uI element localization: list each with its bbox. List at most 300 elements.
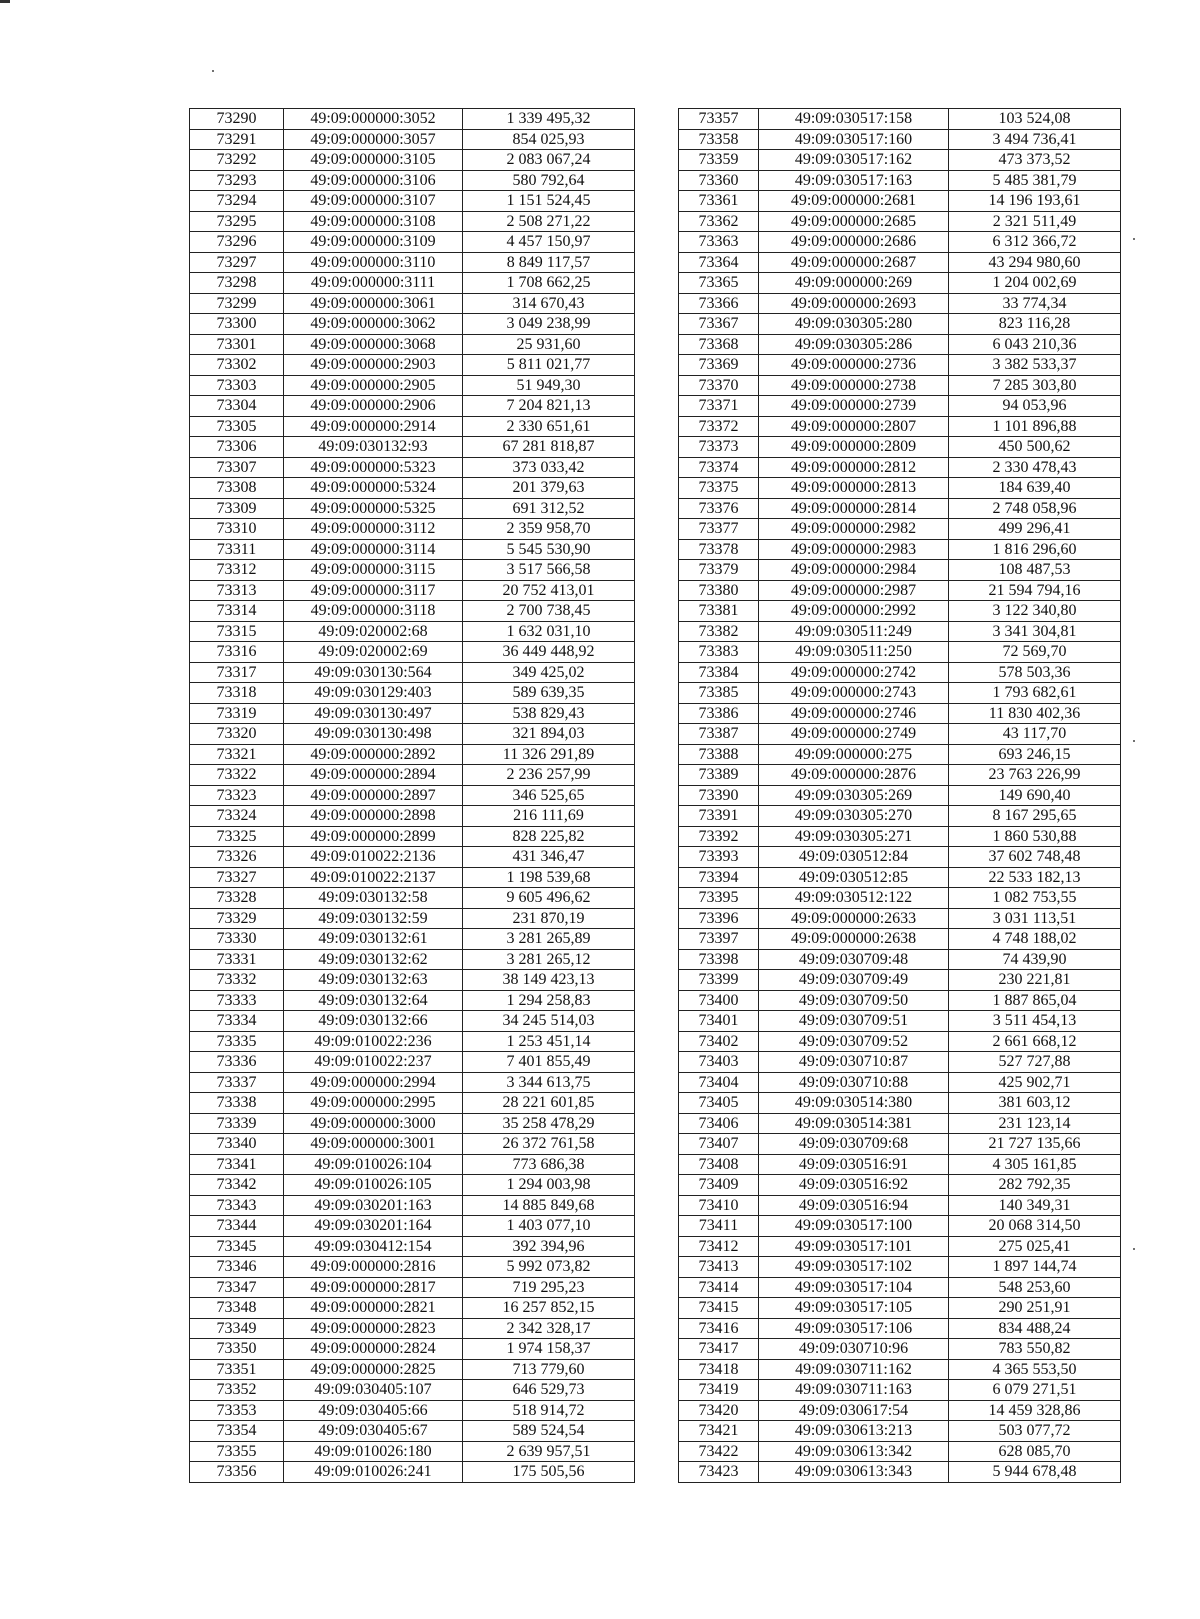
- cadastral-number-cell: 49:09:030517:100: [759, 1216, 949, 1237]
- row-number-cell: 73310: [190, 519, 284, 540]
- row-number-cell: 73325: [190, 826, 284, 847]
- cadastral-number-cell: 49:09:030517:101: [759, 1236, 949, 1257]
- table-row: [679, 478, 1121, 499]
- table-row: [190, 929, 635, 950]
- row-number-cell: 73353: [190, 1400, 284, 1421]
- row-number-cell: 73397: [679, 929, 759, 950]
- cadastral-number-cell: 49:09:030710:88: [759, 1072, 949, 1093]
- value-cell: 3 511 454,13: [949, 1011, 1121, 1032]
- row-number-cell: 73362: [679, 211, 759, 232]
- value-cell: 719 295,23: [463, 1277, 635, 1298]
- value-cell: 314 670,43: [463, 293, 635, 314]
- value-cell: 2 639 957,51: [463, 1441, 635, 1462]
- value-cell: 713 779,60: [463, 1359, 635, 1380]
- value-cell: 149 690,40: [949, 785, 1121, 806]
- row-number-cell: 73413: [679, 1257, 759, 1278]
- value-cell: 473 373,52: [949, 150, 1121, 171]
- cadastral-number-cell: 49:09:030201:164: [284, 1216, 463, 1237]
- value-cell: 3 031 113,51: [949, 908, 1121, 929]
- table-row: [679, 498, 1121, 519]
- value-cell: 1 974 158,37: [463, 1339, 635, 1360]
- table-row: [190, 1257, 635, 1278]
- table-row: [190, 806, 635, 827]
- value-cell: 7 401 855,49: [463, 1052, 635, 1073]
- row-number-cell: 73405: [679, 1093, 759, 1114]
- cadastral-number-cell: 49:09:030709:50: [759, 990, 949, 1011]
- row-number-cell: 73363: [679, 232, 759, 253]
- table-row: [190, 601, 635, 622]
- cadastral-number-cell: 49:09:000000:2739: [759, 396, 949, 417]
- value-cell: 201 379,63: [463, 478, 635, 499]
- row-number-cell: 73387: [679, 724, 759, 745]
- cadastral-number-cell: 49:09:000000:2693: [759, 293, 949, 314]
- row-number-cell: 73316: [190, 642, 284, 663]
- row-number-cell: 73412: [679, 1236, 759, 1257]
- row-number-cell: 73417: [679, 1339, 759, 1360]
- value-cell: 3 281 265,12: [463, 949, 635, 970]
- row-number-cell: 73329: [190, 908, 284, 929]
- cadastral-number-cell: 49:09:000000:2897: [284, 785, 463, 806]
- table-row: [190, 888, 635, 909]
- table-row: [679, 1175, 1121, 1196]
- row-number-cell: 73420: [679, 1400, 759, 1421]
- value-cell: 691 312,52: [463, 498, 635, 519]
- table-row: [679, 1277, 1121, 1298]
- row-number-cell: 73414: [679, 1277, 759, 1298]
- cadastral-number-cell: 49:09:030132:62: [284, 949, 463, 970]
- row-number-cell: 73308: [190, 478, 284, 499]
- row-number-cell: 73320: [190, 724, 284, 745]
- row-number-cell: 73336: [190, 1052, 284, 1073]
- value-cell: 2 321 511,49: [949, 211, 1121, 232]
- row-number-cell: 73293: [190, 170, 284, 191]
- row-number-cell: 73349: [190, 1318, 284, 1339]
- table-row: [679, 1072, 1121, 1093]
- value-cell: 578 503,36: [949, 662, 1121, 683]
- table-row: [190, 170, 635, 191]
- row-number-cell: 73367: [679, 314, 759, 335]
- table-row: [679, 867, 1121, 888]
- table-row: [190, 990, 635, 1011]
- table-row: [190, 1298, 635, 1319]
- table-row: [679, 642, 1121, 663]
- value-cell: 28 221 601,85: [463, 1093, 635, 1114]
- left-table-body: [190, 109, 635, 1483]
- cadastral-number-cell: 49:09:030514:381: [759, 1113, 949, 1134]
- value-cell: 1 897 144,74: [949, 1257, 1121, 1278]
- row-number-cell: 73382: [679, 621, 759, 642]
- cadastral-number-cell: 49:09:030130:498: [284, 724, 463, 745]
- table-row: [679, 191, 1121, 212]
- value-cell: 538 829,43: [463, 703, 635, 724]
- cadastral-number-cell: 49:09:000000:2899: [284, 826, 463, 847]
- cadastral-number-cell: 49:09:030201:163: [284, 1195, 463, 1216]
- table-row: [679, 1339, 1121, 1360]
- value-cell: 2 748 058,96: [949, 498, 1121, 519]
- row-number-cell: 73402: [679, 1031, 759, 1052]
- row-number-cell: 73355: [190, 1441, 284, 1462]
- row-number-cell: 73322: [190, 765, 284, 786]
- row-number-cell: 73327: [190, 867, 284, 888]
- row-number-cell: 73361: [679, 191, 759, 212]
- value-cell: 693 246,15: [949, 744, 1121, 765]
- table-row: [190, 129, 635, 150]
- cadastral-number-cell: 49:09:010026:180: [284, 1441, 463, 1462]
- table-row: [679, 416, 1121, 437]
- row-number-cell: 73389: [679, 765, 759, 786]
- table-row: [679, 1421, 1121, 1442]
- cadastral-number-cell: 49:09:010026:104: [284, 1154, 463, 1175]
- cadastral-number-cell: 49:09:030512:84: [759, 847, 949, 868]
- table-row: [679, 990, 1121, 1011]
- table-row: [679, 1462, 1121, 1483]
- cadastral-number-cell: 49:09:000000:3001: [284, 1134, 463, 1155]
- row-number-cell: 73409: [679, 1175, 759, 1196]
- table-row: [190, 1318, 635, 1339]
- cadastral-number-cell: 49:09:000000:3061: [284, 293, 463, 314]
- cadastral-number-cell: 49:09:030516:91: [759, 1154, 949, 1175]
- value-cell: 3 341 304,81: [949, 621, 1121, 642]
- cadastral-number-cell: 49:09:020002:69: [284, 642, 463, 663]
- table-row: [190, 416, 635, 437]
- row-number-cell: 73347: [190, 1277, 284, 1298]
- table-row: [190, 1072, 635, 1093]
- table-row: [679, 437, 1121, 458]
- cadastral-number-cell: 49:09:030710:87: [759, 1052, 949, 1073]
- cadastral-number-cell: 49:09:030613:342: [759, 1441, 949, 1462]
- value-cell: 527 727,88: [949, 1052, 1121, 1073]
- row-number-cell: 73374: [679, 457, 759, 478]
- cadastral-number-cell: 49:09:000000:3057: [284, 129, 463, 150]
- cadastral-number-cell: 49:09:000000:2876: [759, 765, 949, 786]
- table-row: [190, 1277, 635, 1298]
- row-number-cell: 73395: [679, 888, 759, 909]
- cadastral-number-cell: 49:09:000000:5324: [284, 478, 463, 499]
- table-row: [679, 170, 1121, 191]
- value-cell: 175 505,56: [463, 1462, 635, 1483]
- row-number-cell: 73383: [679, 642, 759, 663]
- row-number-cell: 73335: [190, 1031, 284, 1052]
- row-number-cell: 73421: [679, 1421, 759, 1442]
- cadastral-number-cell: 49:09:000000:5323: [284, 457, 463, 478]
- row-number-cell: 73328: [190, 888, 284, 909]
- value-cell: 22 533 182,13: [949, 867, 1121, 888]
- row-number-cell: 73373: [679, 437, 759, 458]
- table-row: [190, 724, 635, 745]
- table-row: [190, 867, 635, 888]
- row-number-cell: 73341: [190, 1154, 284, 1175]
- row-number-cell: 73296: [190, 232, 284, 253]
- cadastral-number-cell: 49:09:000000:2812: [759, 457, 949, 478]
- cadastral-number-cell: 49:09:030517:102: [759, 1257, 949, 1278]
- value-cell: 823 116,28: [949, 314, 1121, 335]
- value-cell: 5 545 530,90: [463, 539, 635, 560]
- value-cell: 828 225,82: [463, 826, 635, 847]
- table-row: [190, 498, 635, 519]
- left-data-table: [189, 108, 635, 1483]
- value-cell: 5 992 073,82: [463, 1257, 635, 1278]
- row-number-cell: 73400: [679, 990, 759, 1011]
- table-row: [190, 1400, 635, 1421]
- table-row: [679, 293, 1121, 314]
- cadastral-number-cell: 49:09:000000:2906: [284, 396, 463, 417]
- value-cell: 4 457 150,97: [463, 232, 635, 253]
- table-row: [679, 375, 1121, 396]
- table-row: [679, 1093, 1121, 1114]
- cadastral-number-cell: 49:09:000000:2821: [284, 1298, 463, 1319]
- table-row: [190, 457, 635, 478]
- row-number-cell: 73301: [190, 334, 284, 355]
- table-row: [190, 826, 635, 847]
- row-number-cell: 73311: [190, 539, 284, 560]
- cadastral-number-cell: 49:09:000000:2892: [284, 744, 463, 765]
- row-number-cell: 73354: [190, 1421, 284, 1442]
- table-row: [679, 457, 1121, 478]
- cadastral-number-cell: 49:09:030709:52: [759, 1031, 949, 1052]
- cadastral-number-cell: 49:09:030305:286: [759, 334, 949, 355]
- row-number-cell: 73321: [190, 744, 284, 765]
- value-cell: 1 082 753,55: [949, 888, 1121, 909]
- row-number-cell: 73305: [190, 416, 284, 437]
- row-number-cell: 73359: [679, 150, 759, 171]
- row-number-cell: 73418: [679, 1359, 759, 1380]
- row-number-cell: 73391: [679, 806, 759, 827]
- value-cell: 23 763 226,99: [949, 765, 1121, 786]
- cadastral-number-cell: 49:09:000000:2738: [759, 375, 949, 396]
- table-row: [190, 662, 635, 683]
- row-number-cell: 73313: [190, 580, 284, 601]
- table-row: [679, 785, 1121, 806]
- table-row: [679, 1113, 1121, 1134]
- value-cell: 43 294 980,60: [949, 252, 1121, 273]
- table-row: [190, 908, 635, 929]
- value-cell: 8 167 295,65: [949, 806, 1121, 827]
- scan-dust-dot: [1133, 740, 1135, 742]
- row-number-cell: 73423: [679, 1462, 759, 1483]
- table-row: [679, 1011, 1121, 1032]
- value-cell: 4 305 161,85: [949, 1154, 1121, 1175]
- cadastral-number-cell: 49:09:000000:2686: [759, 232, 949, 253]
- cadastral-number-cell: 49:09:010022:237: [284, 1052, 463, 1073]
- value-cell: 2 083 067,24: [463, 150, 635, 171]
- table-row: [679, 703, 1121, 724]
- value-cell: 2 330 651,61: [463, 416, 635, 437]
- table-row: [679, 580, 1121, 601]
- value-cell: 290 251,91: [949, 1298, 1121, 1319]
- table-row: [190, 1339, 635, 1360]
- cadastral-number-cell: 49:09:010022:2136: [284, 847, 463, 868]
- row-number-cell: 73407: [679, 1134, 759, 1155]
- table-row: [190, 1380, 635, 1401]
- row-number-cell: 73422: [679, 1441, 759, 1462]
- cadastral-number-cell: 49:09:000000:2995: [284, 1093, 463, 1114]
- row-number-cell: 73294: [190, 191, 284, 212]
- row-number-cell: 73309: [190, 498, 284, 519]
- value-cell: 499 296,41: [949, 519, 1121, 540]
- value-cell: 216 111,69: [463, 806, 635, 827]
- row-number-cell: 73377: [679, 519, 759, 540]
- value-cell: 5 944 678,48: [949, 1462, 1121, 1483]
- cadastral-number-cell: 49:09:000000:2905: [284, 375, 463, 396]
- table-row: [679, 1134, 1121, 1155]
- cadastral-number-cell: 49:09:000000:2817: [284, 1277, 463, 1298]
- scan-artifact-mark: [0, 0, 10, 3]
- cadastral-number-cell: 49:09:000000:2898: [284, 806, 463, 827]
- cadastral-number-cell: 49:09:030305:280: [759, 314, 949, 335]
- table-row: [190, 580, 635, 601]
- value-cell: 14 459 328,86: [949, 1400, 1121, 1421]
- table-row: [190, 273, 635, 294]
- table-row: [190, 949, 635, 970]
- row-number-cell: 73302: [190, 355, 284, 376]
- row-number-cell: 73333: [190, 990, 284, 1011]
- cadastral-number-cell: 49:09:000000:3068: [284, 334, 463, 355]
- cadastral-number-cell: 49:09:000000:2824: [284, 1339, 463, 1360]
- value-cell: 834 488,24: [949, 1318, 1121, 1339]
- value-cell: 1 887 865,04: [949, 990, 1121, 1011]
- row-number-cell: 73386: [679, 703, 759, 724]
- cadastral-number-cell: 49:09:000000:3109: [284, 232, 463, 253]
- table-row: [190, 191, 635, 212]
- row-number-cell: 73348: [190, 1298, 284, 1319]
- value-cell: 1 253 451,14: [463, 1031, 635, 1052]
- table-row: [190, 314, 635, 335]
- value-cell: 580 792,64: [463, 170, 635, 191]
- row-number-cell: 73314: [190, 601, 284, 622]
- row-number-cell: 73337: [190, 1072, 284, 1093]
- cadastral-number-cell: 49:09:000000:3000: [284, 1113, 463, 1134]
- value-cell: 3 281 265,89: [463, 929, 635, 950]
- value-cell: 6 079 271,51: [949, 1380, 1121, 1401]
- cadastral-number-cell: 49:09:010022:236: [284, 1031, 463, 1052]
- row-number-cell: 73332: [190, 970, 284, 991]
- row-number-cell: 73408: [679, 1154, 759, 1175]
- value-cell: 1 816 296,60: [949, 539, 1121, 560]
- table-row: [190, 375, 635, 396]
- cadastral-number-cell: 49:09:030711:162: [759, 1359, 949, 1380]
- table-row: [679, 273, 1121, 294]
- value-cell: 230 221,81: [949, 970, 1121, 991]
- row-number-cell: 73292: [190, 150, 284, 171]
- value-cell: 38 149 423,13: [463, 970, 635, 991]
- row-number-cell: 73344: [190, 1216, 284, 1237]
- cadastral-number-cell: 49:09:000000:2982: [759, 519, 949, 540]
- value-cell: 11 830 402,36: [949, 703, 1121, 724]
- row-number-cell: 73352: [190, 1380, 284, 1401]
- cadastral-number-cell: 49:09:000000:2914: [284, 416, 463, 437]
- cadastral-number-cell: 49:09:000000:2813: [759, 478, 949, 499]
- cadastral-number-cell: 49:09:000000:2816: [284, 1257, 463, 1278]
- cadastral-number-cell: 49:09:000000:2746: [759, 703, 949, 724]
- row-number-cell: 73334: [190, 1011, 284, 1032]
- table-row: [679, 355, 1121, 376]
- value-cell: 21 594 794,16: [949, 580, 1121, 601]
- cadastral-number-cell: 49:09:030517:105: [759, 1298, 949, 1319]
- value-cell: 1 708 662,25: [463, 273, 635, 294]
- cadastral-number-cell: 49:09:030412:154: [284, 1236, 463, 1257]
- table-row: [190, 1011, 635, 1032]
- value-cell: 425 902,71: [949, 1072, 1121, 1093]
- cadastral-number-cell: 49:09:030512:122: [759, 888, 949, 909]
- cadastral-number-cell: 49:09:030517:163: [759, 170, 949, 191]
- cadastral-number-cell: 49:09:000000:2749: [759, 724, 949, 745]
- value-cell: 2 700 738,45: [463, 601, 635, 622]
- table-row: [190, 1113, 635, 1134]
- cadastral-number-cell: 49:09:030517:104: [759, 1277, 949, 1298]
- table-row: [679, 1257, 1121, 1278]
- cadastral-number-cell: 49:09:000000:2807: [759, 416, 949, 437]
- table-row: [190, 1359, 635, 1380]
- row-number-cell: 73357: [679, 109, 759, 130]
- value-cell: 589 524,54: [463, 1421, 635, 1442]
- value-cell: 450 500,62: [949, 437, 1121, 458]
- table-row: [190, 211, 635, 232]
- row-number-cell: 73343: [190, 1195, 284, 1216]
- value-cell: 854 025,93: [463, 129, 635, 150]
- table-row: [190, 560, 635, 581]
- table-row: [679, 232, 1121, 253]
- cadastral-number-cell: 49:09:030132:61: [284, 929, 463, 950]
- table-row: [190, 1154, 635, 1175]
- table-row: [190, 785, 635, 806]
- row-number-cell: 73368: [679, 334, 759, 355]
- cadastral-number-cell: 49:09:030709:49: [759, 970, 949, 991]
- table-row: [190, 519, 635, 540]
- table-row: [190, 334, 635, 355]
- value-cell: 1 793 682,61: [949, 683, 1121, 704]
- row-number-cell: 73369: [679, 355, 759, 376]
- value-cell: 5 485 381,79: [949, 170, 1121, 191]
- value-cell: 103 524,08: [949, 109, 1121, 130]
- table-row: [190, 437, 635, 458]
- row-number-cell: 73399: [679, 970, 759, 991]
- value-cell: 3 382 533,37: [949, 355, 1121, 376]
- table-row: [190, 1195, 635, 1216]
- value-cell: 2 661 668,12: [949, 1031, 1121, 1052]
- value-cell: 7 204 821,13: [463, 396, 635, 417]
- cadastral-number-cell: 49:09:030517:106: [759, 1318, 949, 1339]
- row-number-cell: 73298: [190, 273, 284, 294]
- value-cell: 26 372 761,58: [463, 1134, 635, 1155]
- value-cell: 231 870,19: [463, 908, 635, 929]
- value-cell: 72 569,70: [949, 642, 1121, 663]
- table-row: [190, 703, 635, 724]
- table-row: [679, 252, 1121, 273]
- row-number-cell: 73340: [190, 1134, 284, 1155]
- row-number-cell: 73300: [190, 314, 284, 335]
- cadastral-number-cell: 49:09:000000:2984: [759, 560, 949, 581]
- cadastral-number-cell: 49:09:030613:343: [759, 1462, 949, 1483]
- value-cell: 140 349,31: [949, 1195, 1121, 1216]
- row-number-cell: 73406: [679, 1113, 759, 1134]
- value-cell: 3 517 566,58: [463, 560, 635, 581]
- table-row: [679, 621, 1121, 642]
- value-cell: 3 494 736,41: [949, 129, 1121, 150]
- cadastral-number-cell: 49:09:030129:403: [284, 683, 463, 704]
- right-data-table: [678, 108, 1121, 1483]
- value-cell: 2 508 271,22: [463, 211, 635, 232]
- value-cell: 349 425,02: [463, 662, 635, 683]
- row-number-cell: 73317: [190, 662, 284, 683]
- cadastral-number-cell: 49:09:030516:94: [759, 1195, 949, 1216]
- cadastral-number-cell: 49:09:000000:3062: [284, 314, 463, 335]
- cadastral-number-cell: 49:09:030709:48: [759, 949, 949, 970]
- table-row: [679, 211, 1121, 232]
- value-cell: 773 686,38: [463, 1154, 635, 1175]
- cadastral-number-cell: 49:09:030132:64: [284, 990, 463, 1011]
- cadastral-number-cell: 49:09:000000:3105: [284, 150, 463, 171]
- cadastral-number-cell: 49:09:000000:2687: [759, 252, 949, 273]
